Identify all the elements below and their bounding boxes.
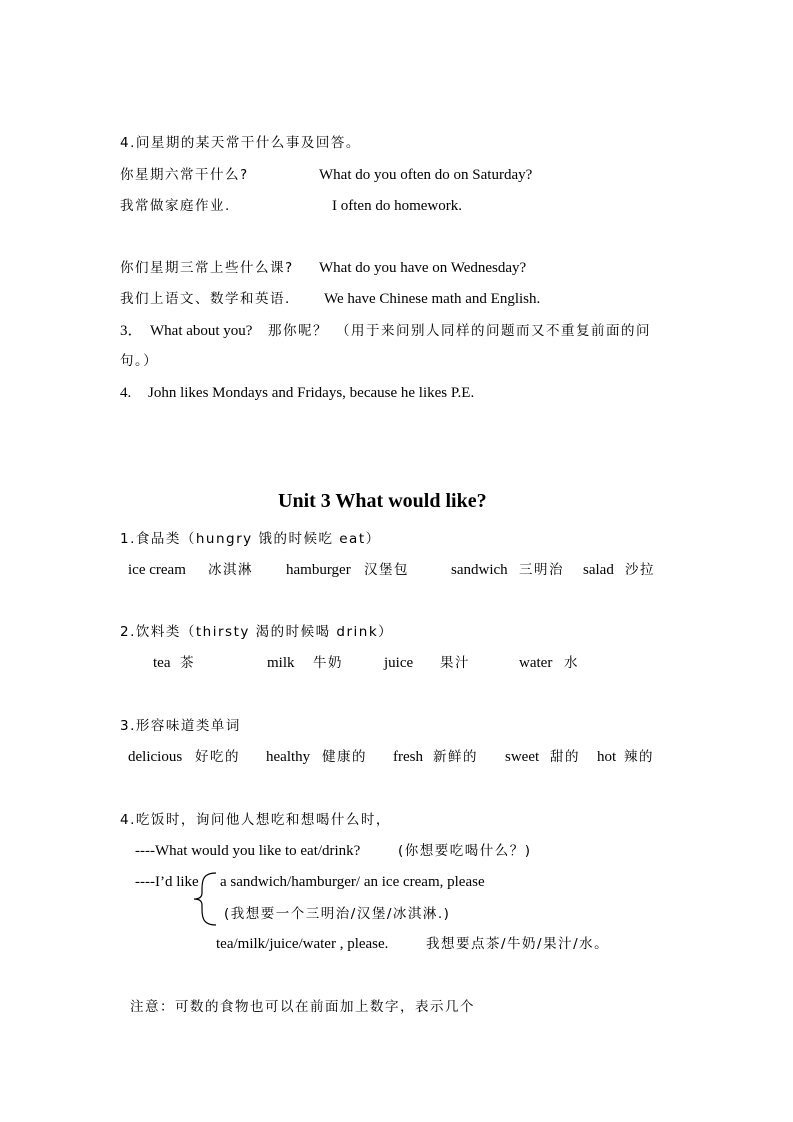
question-en: What do you have on Wednesday? [319, 260, 527, 276]
question-cn: 你们星期三常上些什么课? [120, 260, 294, 276]
vocab-cn: 水 [564, 655, 579, 671]
section-heading: 4.问星期的某天常干什么事及回答。 [120, 135, 361, 151]
vocab-en: fresh [393, 749, 423, 765]
vocab-cn: 牛奶 [313, 655, 343, 671]
question-en: What do you often do on Saturday? [319, 167, 533, 183]
brace-icon [186, 869, 220, 929]
vocab-en: sandwich [451, 562, 508, 578]
category-heading: 1.食品类（hungry 饿的时候吃 eat） [120, 531, 381, 547]
vocab-cn: 茶 [180, 655, 195, 671]
dialog-answer-line3-cn: 我想要点茶/牛奶/果汁/水。 [426, 936, 610, 952]
dialog-answer-line2: (我想要一个三明治/汉堡/冰淇淋.) [224, 906, 451, 922]
item-en: What about you? [150, 323, 253, 339]
page-title: Unit 3 What would like? [278, 490, 487, 512]
vocab-en: sweet [505, 749, 540, 765]
dialog-question-cn: (你想要吃喝什么？) [398, 843, 532, 859]
vocab-cn: 健康的 [322, 749, 367, 765]
answer-cn: 我们上语文、数学和英语. [120, 291, 291, 307]
vocab-cn: 辣的 [624, 749, 654, 765]
vocab-en: water [519, 655, 553, 671]
question-cn: 你星期六常干什么? [120, 167, 249, 183]
vocab-cn: 新鲜的 [433, 749, 478, 765]
dialog-question-en: ----What would you like to eat/drink? [135, 843, 361, 859]
vocab-cn: 好吃的 [195, 749, 240, 765]
vocab-en: hot [597, 749, 617, 765]
answer-en: We have Chinese math and English. [324, 291, 541, 307]
vocab-cn: 汉堡包 [364, 562, 409, 578]
item-en: John likes Mondays and Fridays, because he likes P.E. [148, 385, 475, 401]
vocab-en: tea [153, 655, 171, 671]
item-cn: 那你呢？ [268, 323, 328, 339]
category-heading: 2.饮料类（thirsty 渴的时候喝 drink） [120, 624, 394, 640]
item-note: （用于来问别人同样的问题而又不重复前面的问 [336, 323, 651, 339]
answer-cn: 我常做家庭作业. [120, 198, 231, 214]
category-heading: 4.吃饭时，询问他人想吃和想喝什么时， [120, 812, 391, 828]
vocab-en: hamburger [286, 562, 351, 578]
dialog-answer-prefix: ----I’d like [135, 874, 199, 890]
dialog-answer-line1: a sandwich/hamburger/ an ice cream, please [220, 874, 485, 890]
vocab-en: milk [267, 655, 295, 671]
vocab-cn: 冰淇淋 [208, 562, 253, 578]
vocab-en: ice cream [128, 562, 186, 578]
vocab-en: salad [583, 562, 614, 578]
item-number: 4. [120, 385, 132, 401]
vocab-en: healthy [266, 749, 311, 765]
note-text: 注意：可数的食物也可以在前面加上数字，表示几个 [130, 999, 475, 1015]
vocab-cn: 果汁 [440, 655, 470, 671]
item-note-cont: 句。） [120, 353, 159, 369]
vocab-en: delicious [128, 749, 183, 765]
vocab-cn: 甜的 [550, 749, 580, 765]
item-number: 3． [120, 323, 143, 339]
category-heading: 3.形容味道类单词 [120, 718, 241, 734]
vocab-cn: 沙拉 [625, 562, 655, 578]
vocab-en: juice [384, 655, 414, 671]
vocab-cn: 三明治 [519, 562, 564, 578]
answer-en: I often do homework. [332, 198, 462, 214]
dialog-answer-line3-en: tea/milk/juice/water , please. [216, 936, 389, 952]
